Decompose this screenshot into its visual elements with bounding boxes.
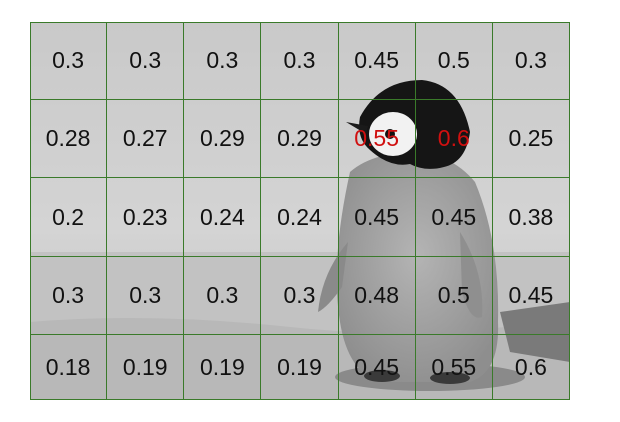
grid-cell-r4-c3: 0.19 [261, 335, 338, 400]
grid-cell-r0-c3: 0.3 [261, 22, 338, 100]
penguin-image-grid [30, 22, 570, 400]
grid-cell-r3-c4: 0.48 [339, 257, 416, 335]
grid-cell-r0-c2: 0.3 [184, 22, 261, 100]
grid-cell-r1-c6: 0.25 [493, 100, 570, 178]
grid-cell-r1-c3: 0.29 [261, 100, 338, 178]
grid-cell-r4-c1: 0.19 [107, 335, 184, 400]
grid-cell-r4-c6: 0.6 [493, 335, 570, 400]
grid-cell-r1-c0: 0.28 [30, 100, 107, 178]
grid-cell-r1-c1: 0.27 [107, 100, 184, 178]
grid-cell-r3-c5: 0.5 [416, 257, 493, 335]
grid-cell-r2-c0: 0.2 [30, 178, 107, 257]
grid-cell-r3-c6: 0.45 [493, 257, 570, 335]
grid-cell-r2-c5: 0.45 [416, 178, 493, 257]
grid-cell-r0-c5: 0.5 [416, 22, 493, 100]
grid-cell-r2-c2: 0.24 [184, 178, 261, 257]
grid-cell-r2-c3: 0.24 [261, 178, 338, 257]
grid-cell-r1-c2: 0.29 [184, 100, 261, 178]
grid-cell-r0-c6: 0.3 [493, 22, 570, 100]
grid-cell-r4-c5: 0.55 [416, 335, 493, 400]
grid-cell-r0-c0: 0.3 [30, 22, 107, 100]
grid-cell-r3-c2: 0.3 [184, 257, 261, 335]
grid-cell-r1-c5: 0.6 [416, 100, 493, 178]
grid-cell-r2-c1: 0.23 [107, 178, 184, 257]
grid-cell-r3-c0: 0.3 [30, 257, 107, 335]
grid-cell-r4-c0: 0.18 [30, 335, 107, 400]
grid-cell-r0-c4: 0.45 [339, 22, 416, 100]
grid-cell-r4-c4: 0.45 [339, 335, 416, 400]
grid-cell-r3-c1: 0.3 [107, 257, 184, 335]
grid-cell-r2-c4: 0.45 [339, 178, 416, 257]
grid-cell-r3-c3: 0.3 [261, 257, 338, 335]
grid-cell-r0-c1: 0.3 [107, 22, 184, 100]
grid-cell-r2-c6: 0.38 [493, 178, 570, 257]
value-grid [30, 22, 570, 400]
grid-cell-r4-c2: 0.19 [184, 335, 261, 400]
grid-cell-r1-c4: 0.55 [339, 100, 416, 178]
